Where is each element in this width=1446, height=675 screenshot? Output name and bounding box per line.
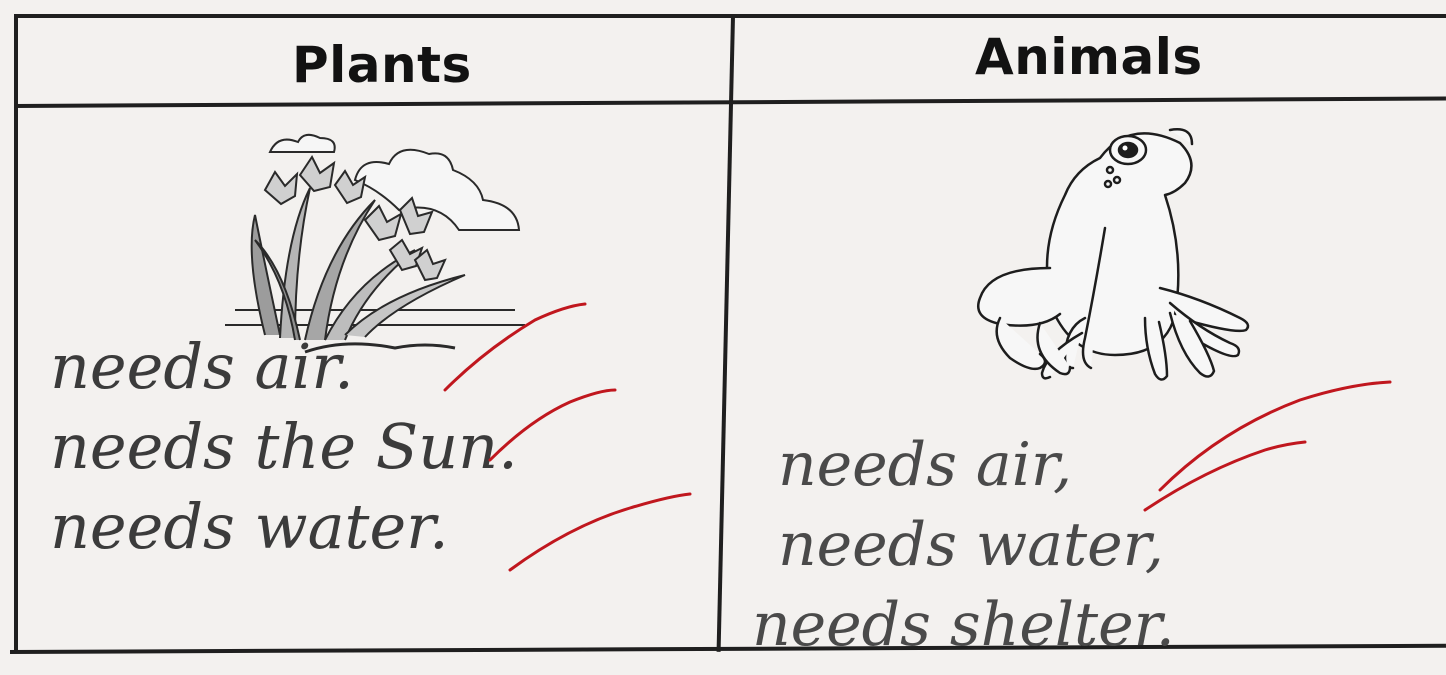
plants-header: Plants: [292, 36, 472, 94]
animals-header: Animals: [975, 28, 1203, 86]
animal-need-line-1: needs air,: [778, 430, 1073, 500]
animal-need-line-2: needs water,: [778, 510, 1164, 580]
plant-need-line-3: needs water.: [50, 490, 449, 563]
plant-need-line-1: needs air.: [50, 330, 354, 403]
animal-need-line-3: needs shelter.: [752, 590, 1175, 660]
plant-need-line-2: needs the Sun.: [50, 410, 518, 483]
